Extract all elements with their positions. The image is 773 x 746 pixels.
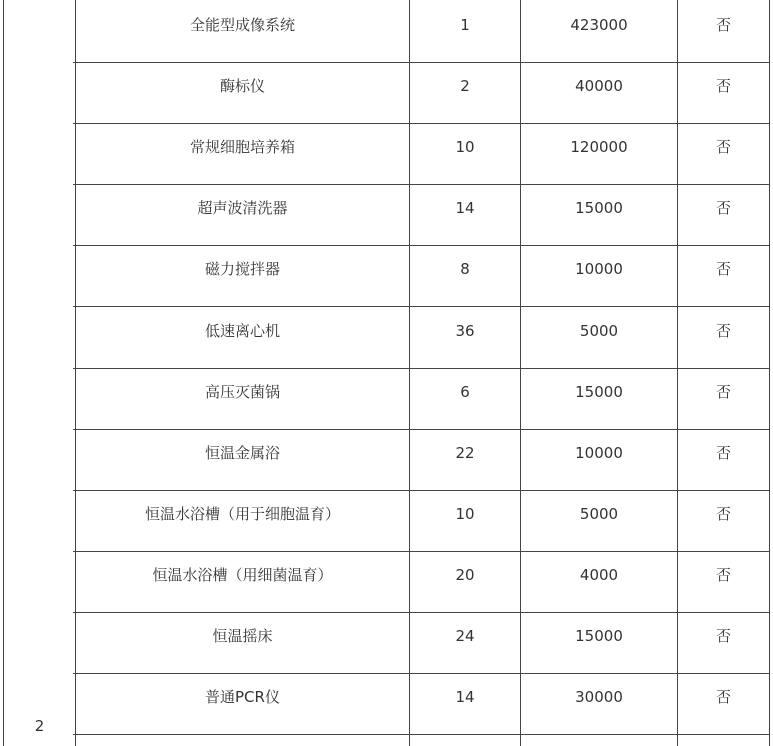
quantity-cell: 14: [455, 199, 475, 217]
row-divider: [73, 429, 770, 430]
quantity-cell: 22: [455, 444, 475, 462]
group-number-cell: 2: [34, 717, 45, 735]
equipment-name-cell: 普通PCR仪: [205, 688, 280, 706]
imported-flag-cell: 否: [715, 627, 731, 645]
row-divider: [73, 123, 770, 124]
equipment-name-cell: 高压灭菌锅: [204, 383, 280, 401]
row-divider: [73, 368, 770, 369]
imported-flag-cell: 否: [715, 77, 731, 95]
equipment-name-cell: 酶标仪: [219, 77, 265, 95]
table-border-right: [769, 0, 770, 746]
imported-flag-cell: 否: [715, 138, 731, 156]
price-cell: 15000: [575, 627, 623, 645]
row-divider: [73, 184, 770, 185]
equipment-name-cell: 常规细胞培养箱: [189, 138, 295, 156]
quantity-cell: 10: [455, 505, 475, 523]
equipment-name-cell: 低速离心机: [204, 322, 280, 340]
row-divider: [73, 490, 770, 491]
imported-flag-cell: 否: [715, 383, 731, 401]
quantity-cell: 24: [455, 627, 475, 645]
row-divider: [73, 245, 770, 246]
equipment-table: [3, 0, 770, 746]
imported-flag-cell: 否: [715, 260, 731, 278]
price-cell: 4000: [579, 566, 619, 584]
quantity-cell: 36: [455, 322, 475, 340]
row-divider: [73, 62, 770, 63]
price-cell: 15000: [575, 199, 623, 217]
quantity-cell: 10: [455, 138, 475, 156]
equipment-name-cell: 恒温水浴槽（用于细胞温育）: [144, 505, 340, 523]
equipment-name-cell: 超声波清洗器: [197, 199, 288, 217]
equipment-name-cell: 全能型成像系统: [189, 16, 295, 34]
price-cell: 5000: [579, 505, 619, 523]
imported-flag-cell: 否: [715, 688, 731, 706]
imported-flag-cell: 否: [715, 199, 731, 217]
price-cell: 15000: [575, 383, 623, 401]
row-divider: [73, 551, 770, 552]
price-cell: 423000: [570, 16, 628, 34]
equipment-name-cell: 恒温水浴槽（用细菌温育）: [152, 566, 333, 584]
row-divider: [73, 734, 770, 735]
quantity-cell: 14: [455, 688, 475, 706]
price-cell: 5000: [579, 322, 619, 340]
row-divider: [73, 673, 770, 674]
row-divider: [73, 306, 770, 307]
quantity-cell: 1: [460, 16, 470, 34]
imported-flag-cell: 否: [715, 322, 731, 340]
price-cell: 40000: [575, 77, 623, 95]
quantity-cell: 8: [460, 260, 470, 278]
price-cell: 120000: [570, 138, 628, 156]
imported-flag-cell: 否: [715, 505, 731, 523]
quantity-cell: 6: [460, 383, 470, 401]
row-divider: [73, 612, 770, 613]
quantity-cell: 2: [460, 77, 470, 95]
imported-flag-cell: 否: [715, 16, 731, 34]
quantity-cell: 20: [455, 566, 475, 584]
equipment-name-cell: 磁力搅拌器: [204, 260, 280, 278]
imported-flag-cell: 否: [715, 444, 731, 462]
price-cell: 10000: [575, 260, 623, 278]
equipment-name-cell: 恒温摇床: [212, 627, 273, 645]
table-border-left: [3, 0, 4, 746]
price-cell: 10000: [575, 444, 623, 462]
price-cell: 30000: [575, 688, 623, 706]
equipment-name-cell: 恒温金属浴: [204, 444, 280, 462]
imported-flag-cell: 否: [715, 566, 731, 584]
